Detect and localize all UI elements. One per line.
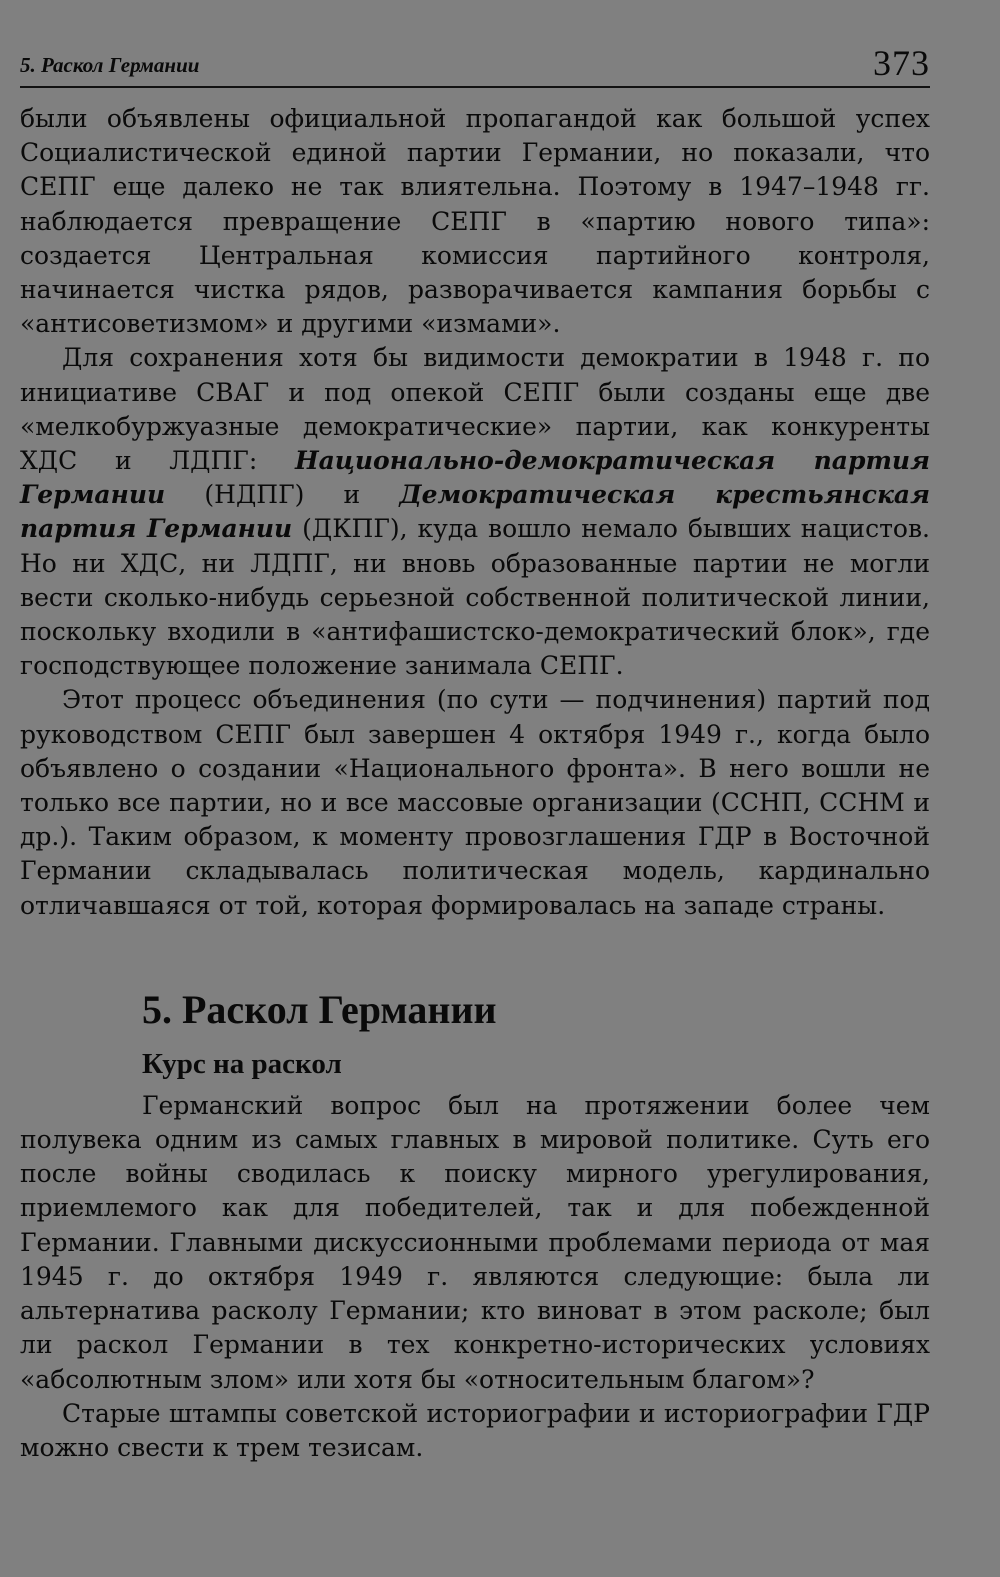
section-paragraph-2: Старые штампы советской историографии и историографии ГДР можно свести к трем тезисам. <box>20 1398 930 1462</box>
paragraph-2-part-c: (ДКПГ), куда вошло немало бывших нацистов. Но ни ХДС, ни ЛДПГ, ни вновь образованные партии не могли вести сколько-нибудь серьезной собственной политической линии, поскольку входили в «антифашистско-демократический блок», где господствующее положение занимала СЕПГ. <box>20 514 931 681</box>
paragraph-2-part-a: Для сохранения хотя бы видимости демократии в 1948 г. по инициативе СВАГ и под опекой СЕПГ были созданы еще две «мелкобуржуазные демократические» партии, как конкуренты ХДС и ЛДПГ: <box>20 343 930 476</box>
page-number: 373 <box>873 43 930 83</box>
running-title: 5. Раскол Германии <box>20 53 200 77</box>
paragraph-2 <box>20 341 930 683</box>
body-text-section <box>20 1089 930 1465</box>
section-heading: 5. Раскол Германии <box>142 986 497 1032</box>
paragraph-2-part-b: (НДПГ) и <box>165 480 400 510</box>
paragraph-1: были объявлены официальной пропагандой как большой успех Социалистической единой партии Германии, но показали, что СЕПГ еще далеко не так влиятельна. Поэтому в 1947–1948 гг. наблюдается превращение СЕПГ в «партию нового типа»: создается Центральная комиссия партийного контроля, начинается чистка рядов, разворачивается кампания борьбы с «антисоветизмом» и другими «измами». <box>20 104 930 339</box>
subsection-heading: Курс на раскол <box>142 1047 342 1080</box>
running-header <box>20 40 930 88</box>
book-page <box>20 40 930 1465</box>
body-text-top <box>20 102 930 923</box>
paragraph-3: Этот процесс объединения (по сути — подчинения) партий под руководством СЕПГ был завершен 4 октября 1949 г., когда было объявлено о создании «Национального фронта». В него вошли не только все партии, но и все массовые организации (ССНП, ССНМ и др.). Таким образом, к моменту провозглашения ГДР в Восточной Германии складывалась политическая модель, кардинально отличавшаяся от той, которая формировалась на западе страны. <box>20 685 930 920</box>
party-name-ndpg: Национально-демократическая партия Германии <box>20 446 930 510</box>
party-name-dkpg: Демократическая крестьянская партия Германии <box>20 480 930 544</box>
section-paragraph-1: Германский вопрос был на протяжении более чем полувека одним из самых главных в мировой политике. Суть его после войны сводилась к поиску мирного урегулирования, приемлемого как для победителей, так и для побежденной Германии. Главными дискуссионными проблемами периода от мая 1945 г. до октября 1949 г. являются следующие: была ли альтернатива расколу Германии; кто виноват в этом расколе; был ли раскол Германии в тех конкретно-исторических условиях «абсолютным злом» или хотя бы «относительным благом»? <box>20 1090 930 1394</box>
